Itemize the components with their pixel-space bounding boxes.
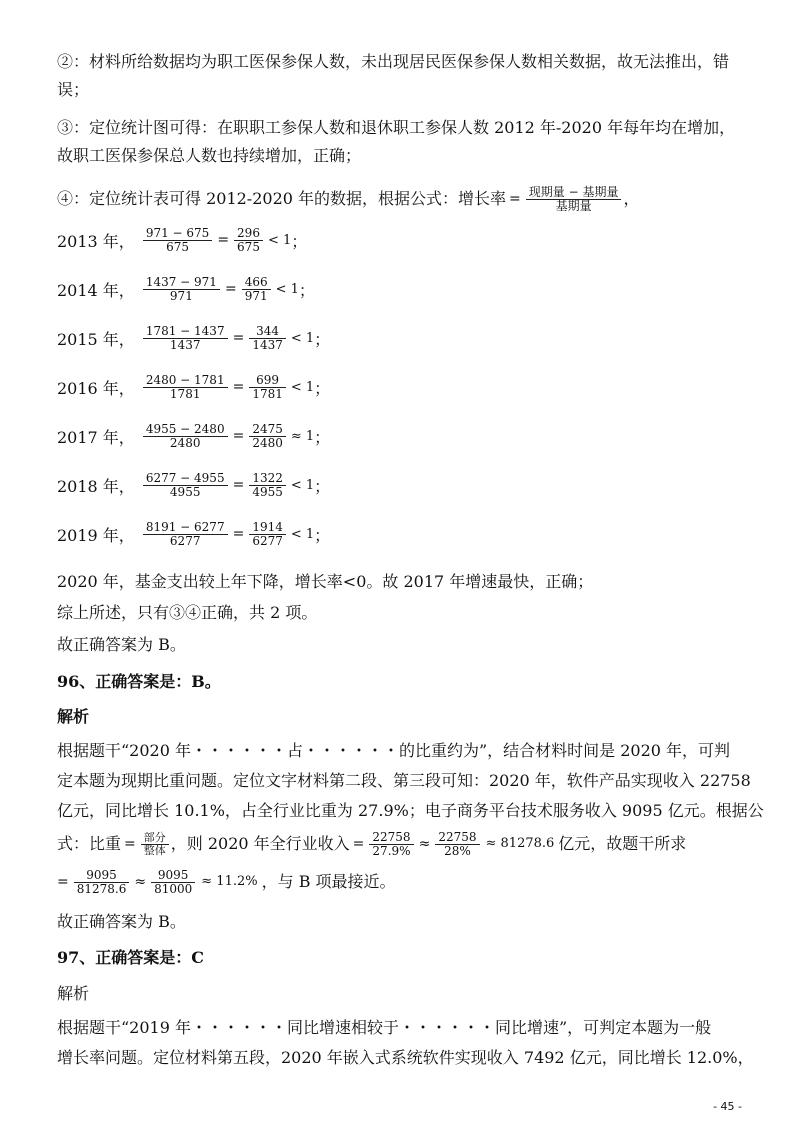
year-label: 2014 年， — [57, 280, 135, 300]
simplified-fraction: $\frac{466}{971}$ — [242, 276, 271, 303]
point4-prefix: ④：定位统计表可得 2012-2020 年的数据，根据公式：增长率 — [57, 189, 507, 208]
year-row: 2017 年， $\frac{4955 - 2480}{2480}$ = $\frac{2475}{2480}$ ≈ 1 ； — [57, 421, 331, 450]
comparison: < 1 — [290, 330, 315, 346]
q96-line1: 根据题干“2020 年・・・・・・占・・・・・・的比重约为”，结合材料时间是 2020 年，可判 — [57, 741, 731, 760]
comparison: < 1 — [275, 281, 299, 297]
summary-line: 综上所述，只有③④正确，共 2 项。 — [57, 603, 318, 622]
simplified-fraction: $\frac{699}{1781}$ — [249, 374, 286, 401]
q96-line5-b: ，与 B 项最接近。 — [261, 872, 396, 891]
q96-answer: 故正确答案为 B。 — [57, 912, 186, 931]
q96-line4: 式：比重 = $\frac{\text{部分}}{\text{整体}}$ ，则 2020 年全行业收入 = $\frac{22758}{27.9\%}$ ≈ $\frac{22758}{28\%}$ ≈ 81278.6 亿元，故题干所求 — [57, 829, 687, 858]
simplified-fraction: $\frac{1322}{4955}$ — [249, 472, 286, 499]
comparison: < 1 — [290, 477, 315, 493]
year-label: 2015 年， — [57, 329, 135, 349]
year-row: 2013 年， $\frac{971 - 675}{675}$ = $\frac{296}{675}$ < 1 ； — [57, 225, 308, 254]
comparison: < 1 — [290, 526, 315, 542]
page-number: - 45 - — [713, 1100, 742, 1113]
total-income-fraction-a: $\frac{22758}{27.9\%}$ — [369, 831, 413, 858]
result-fraction-c: $\frac{9095}{81278.6}$ — [74, 869, 130, 896]
comparison: < 1 — [267, 232, 292, 248]
point4-formula-line: ④：定位统计表可得 2012-2020 年的数据，根据公式：增长率 = $\frac{\text{现期量 − 基期量}}{\text{基期量}}$ ， — [57, 184, 640, 213]
growth-fraction: $\frac{971 - 675}{675}$ — [143, 227, 213, 254]
point2-line2: 误； — [57, 80, 90, 99]
formula-numerator: 现期量 − 基期量 — [526, 186, 622, 200]
total-income-fraction-b: $\frac{22758}{28\%}$ — [435, 831, 479, 858]
point4-suffix: ， — [623, 189, 640, 208]
q96-line4-b: ，则 2020 年全行业收入 — [170, 834, 350, 853]
proportion-fraction: $\frac{\text{部分}}{\text{整体}}$ — [141, 832, 169, 857]
year-row: 2019 年， $\frac{8191 - 6277}{6277}$ = $\frac{1914}{6277}$ < 1 ； — [57, 519, 331, 548]
point3-line2: 故职工医保参保总人数也持续增加，正确； — [57, 146, 362, 165]
year-label: 2013 年， — [57, 231, 135, 251]
q97-line1: 根据题干“2019 年・・・・・・同比增速相较于・・・・・・同比增速”，可判定本题为一般 — [57, 1018, 712, 1037]
q96-line5: = $\frac{9095}{81278.6}$ ≈ $\frac{9095}{81000}$ ≈ 11.2% ，与 B 项最接近。 — [57, 867, 396, 896]
growth-fraction: $\frac{1437 - 971}{971}$ — [143, 276, 220, 303]
growth-fraction: $\frac{6277 - 4955}{4955}$ — [143, 472, 228, 499]
point3-line1: ③：定位统计图可得：在职职工参保人数和退休职工参保人数 2012 年-2020 年每年均在增加， — [57, 118, 736, 137]
formula-denominator: 基期量 — [555, 198, 592, 213]
simplified-fraction: $\frac{1914}{6277}$ — [249, 521, 286, 548]
growth-fraction: $\frac{8191 - 6277}{6277}$ — [143, 521, 228, 548]
q96-line3: 亿元，同比增长 10.1%，占全行业比重为 27.9%；电子商务平台技术服务收入 9095 亿元。根据公 — [57, 801, 764, 820]
year-label: 2019 年， — [57, 525, 135, 545]
year-label: 2018 年， — [57, 476, 135, 496]
q96-line4-d: 亿元，故题干所求 — [558, 834, 687, 853]
year-row: 2018 年， $\frac{6277 - 4955}{4955}$ = $\frac{1322}{4955}$ < 1 ； — [57, 470, 331, 499]
point2-line1: ②：材料所给数据均为职工医保参保人数，未出现居民医保参保人数相关数据，故无法推出，错 — [57, 52, 730, 71]
growth-fraction: $\frac{1781 - 1437}{1437}$ — [143, 325, 228, 352]
result-fraction-d: $\frac{9095}{81000}$ — [151, 869, 195, 896]
growth-fraction: $\frac{4955 - 2480}{2480}$ — [143, 423, 228, 450]
simplified-fraction: $\frac{296}{675}$ — [234, 227, 263, 254]
simplified-fraction: $\frac{2475}{2480}$ — [249, 423, 286, 450]
growth-fraction: $\frac{2480 - 1781}{1781}$ — [143, 374, 228, 401]
year-label: 2016 年， — [57, 378, 135, 398]
year-2020-line: 2020 年，基金支出较上年下降，增长率<0。故 2017 年增速最快，正确； — [57, 572, 594, 591]
comparison: ≈ 1 — [290, 428, 315, 444]
year-row: 2015 年， $\frac{1781 - 1437}{1437}$ = $\frac{344}{1437}$ < 1 ； — [57, 323, 331, 352]
year-label: 2017 年， — [57, 427, 135, 447]
comparison: < 1 — [290, 379, 315, 395]
q96-analysis-label: 解析 — [57, 707, 90, 726]
answer-95-line: 故正确答案为 B。 — [57, 635, 186, 654]
q96-line4-c: ≈ 81278.6 — [485, 836, 555, 851]
q97-analysis-label: 解析 — [57, 984, 90, 1003]
q97-heading: 97、正确答案是：C — [57, 948, 205, 967]
growth-rate-formula — [526, 186, 622, 213]
q96-heading: 96、正确答案是：B。 — [57, 672, 221, 691]
year-row: 2014 年， $\frac{1437 - 971}{971}$ = $\frac{466}{971}$ < 1 ； — [57, 274, 315, 303]
q96-line2: 定本题为现期比重问题。定位文字材料第二段、第三段可知：2020 年，软件产品实现收入 22758 — [57, 771, 751, 790]
q96-line5-a: ≈ 11.2% — [201, 874, 258, 889]
simplified-fraction: $\frac{344}{1437}$ — [249, 325, 286, 352]
year-row: 2016 年， $\frac{2480 - 1781}{1781}$ = $\frac{699}{1781}$ < 1 ； — [57, 372, 331, 401]
q97-line2: 增长率问题。定位材料第五段，2020 年嵌入式系统软件实现收入 7492 亿元，同比增长 12.0%， — [57, 1048, 754, 1067]
q96-line4-a: 式：比重 — [57, 834, 122, 853]
